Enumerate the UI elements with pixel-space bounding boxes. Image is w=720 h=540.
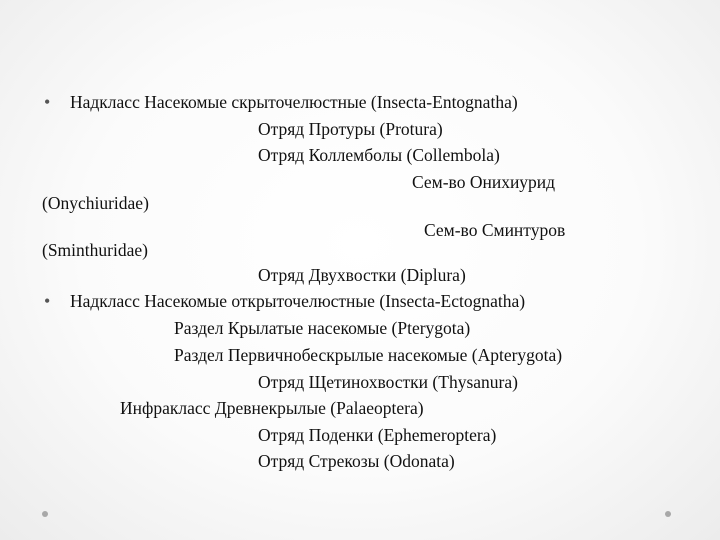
corner-dot-right	[665, 511, 671, 517]
order-ephemeroptera: Отряд Поденки (Ephemeroptera)	[258, 425, 497, 445]
order-collembola: Отряд Коллемболы (Collembola)	[258, 145, 500, 165]
superclass-entognatha: Надкласс Насекомые скрыточелюстные (Insecta-Entognatha)	[70, 92, 518, 112]
division-apterygota: Раздел Первичнобескрылые насекомые (Apterygota)	[174, 345, 563, 365]
order-protura: Отряд Протуры (Protura)	[258, 119, 443, 139]
order-thysanura: Отряд Щетинохвостки (Thysanura)	[258, 372, 518, 392]
bullet-marker: •	[44, 291, 51, 311]
order-odonata: Отряд Стрекозы (Odonata)	[258, 451, 455, 471]
bullet-marker: •	[44, 92, 51, 112]
order-diplura: Отряд Двухвостки (Diplura)	[258, 265, 466, 285]
family-sminthuridae: Сем-во Сминтуров	[424, 220, 566, 240]
family-onychiuridae: Сем-во Онихиурид	[412, 172, 556, 192]
family-onychiuridae-latin: (Onychiuridae)	[42, 193, 149, 213]
family-sminthuridae-latin: (Sminthuridae)	[42, 240, 148, 260]
corner-dot-left	[42, 511, 48, 517]
infraclass-palaeoptera: Инфракласс Древнекрылые (Palaeoptera)	[120, 398, 424, 418]
division-pterygota: Раздел Крылатые насекомые (Pterygota)	[174, 318, 471, 338]
superclass-ectognatha: Надкласс Насекомые открыточелюстные (Insecta-Ectognatha)	[70, 291, 526, 311]
